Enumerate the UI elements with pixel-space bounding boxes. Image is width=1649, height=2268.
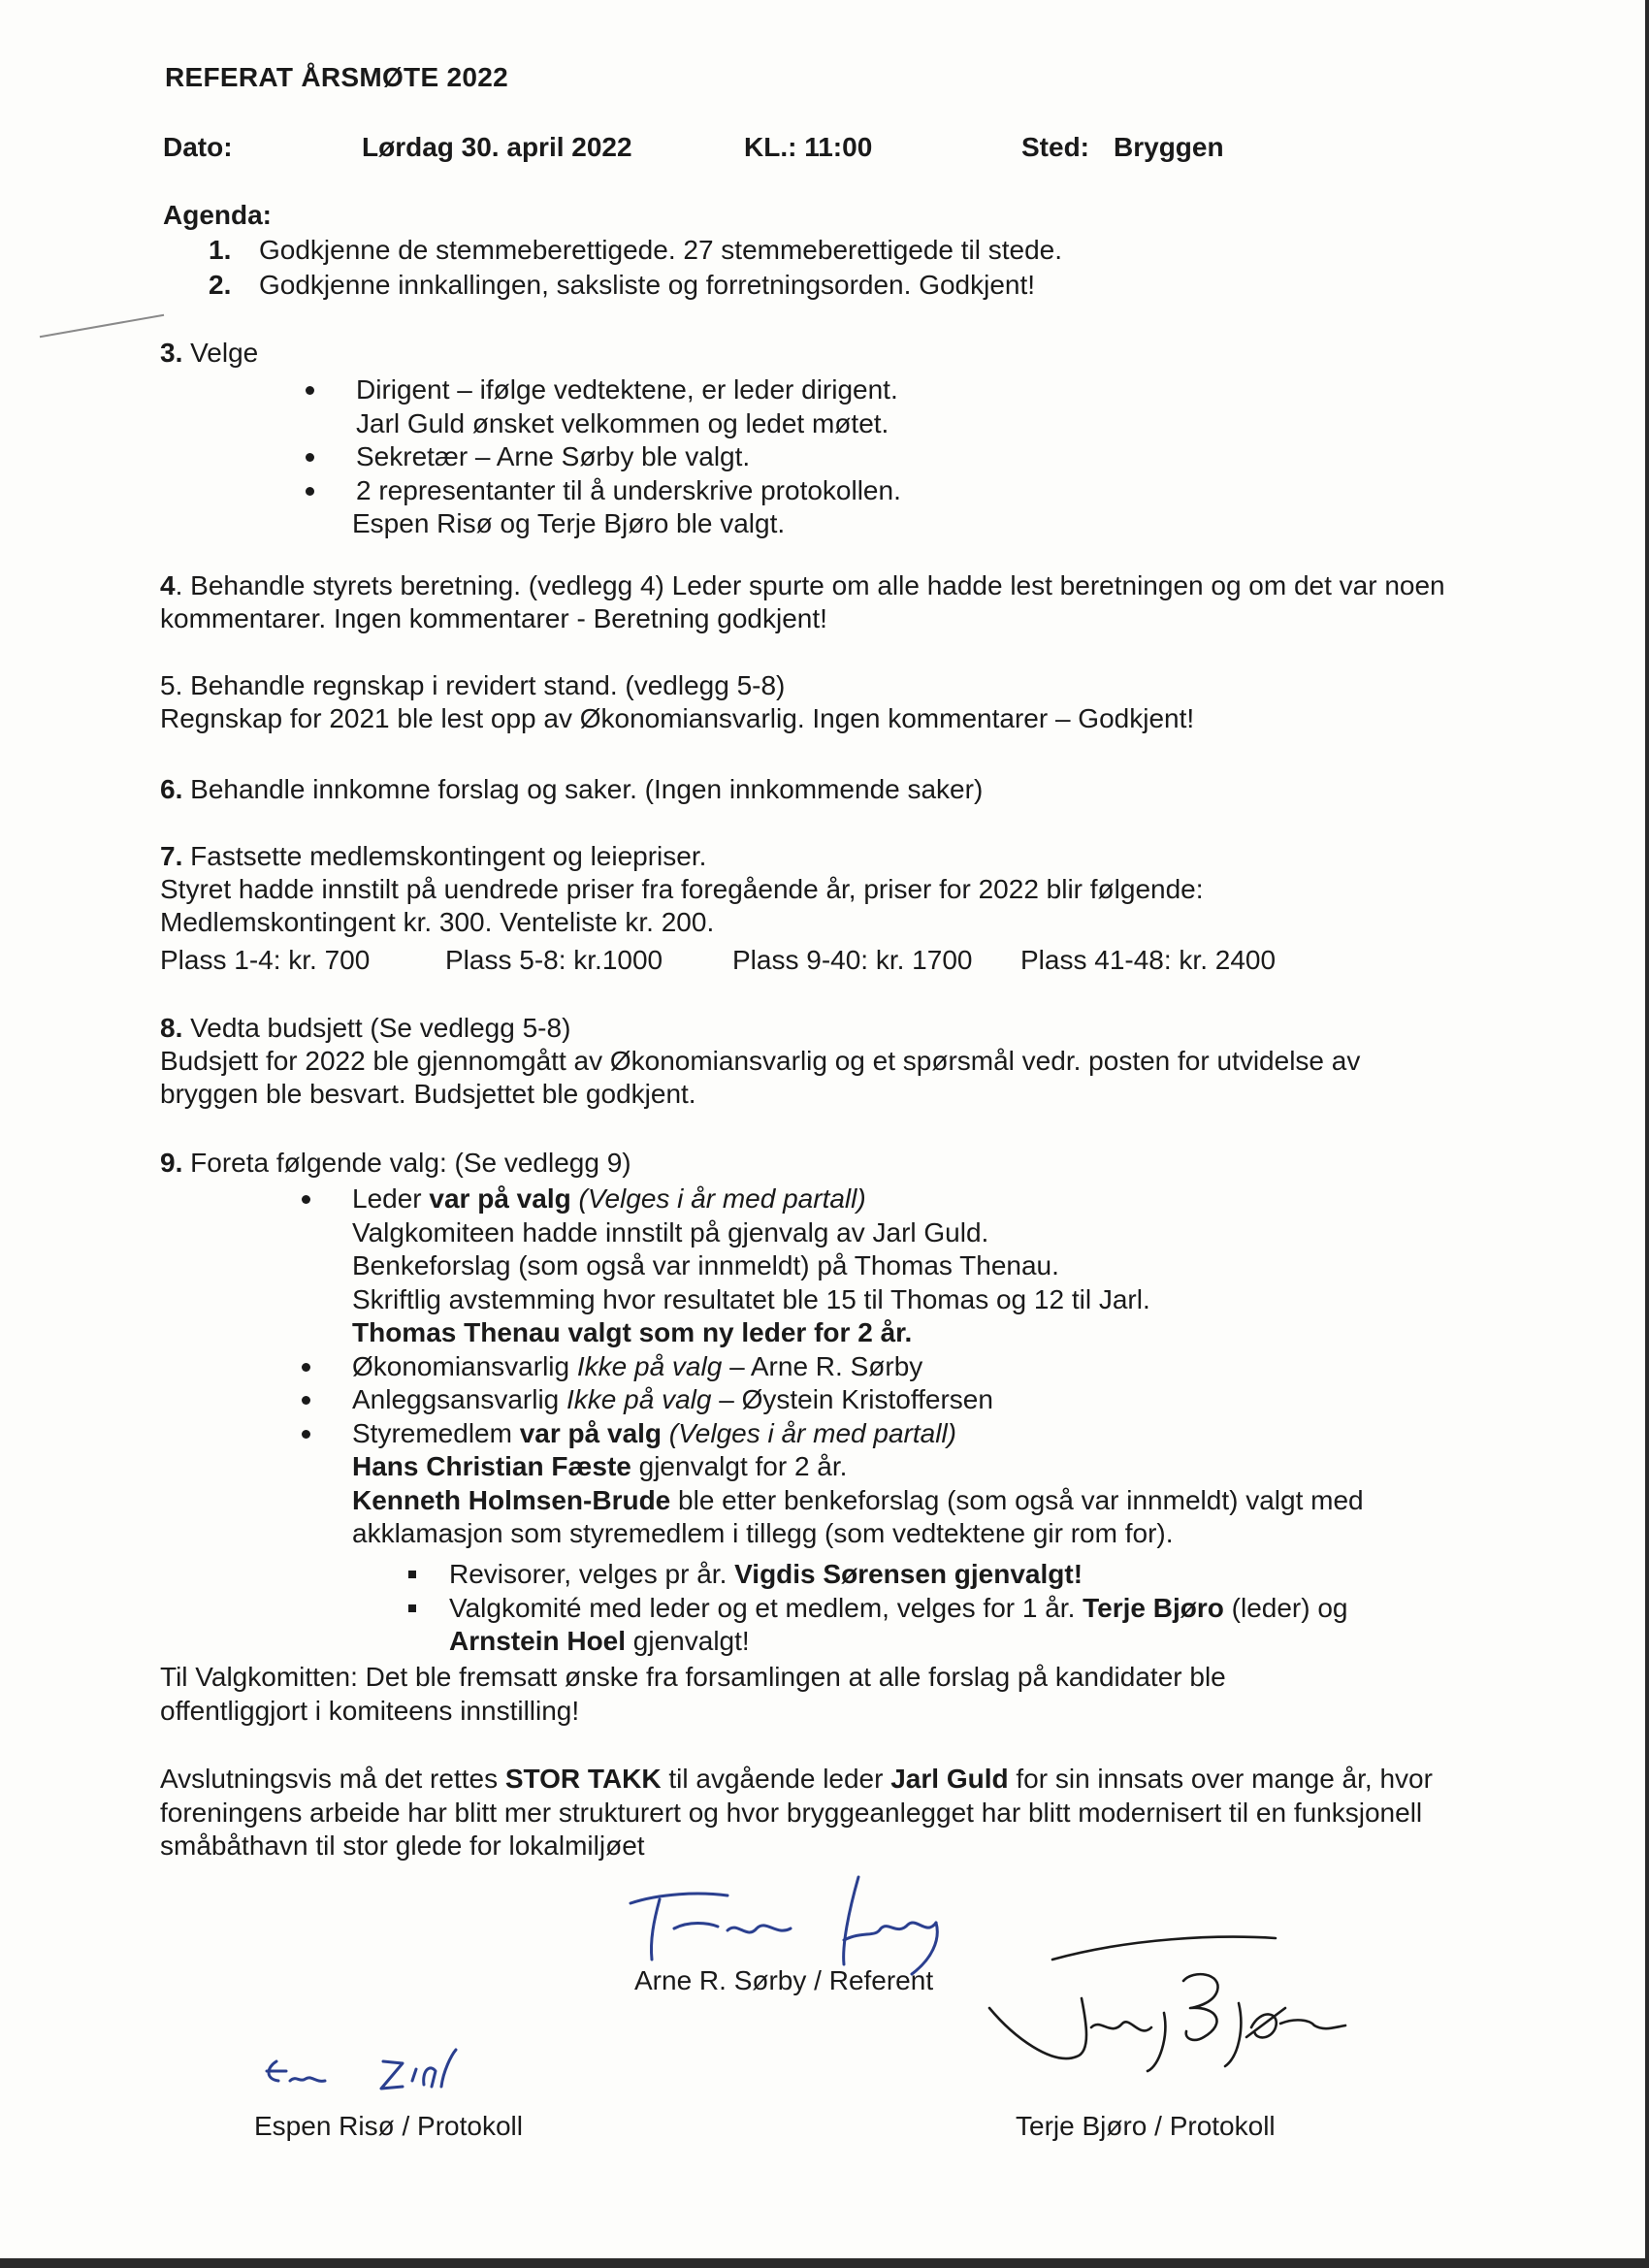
list-item-emphasis: Arnstein Hoel [449, 1626, 627, 1656]
scan-mark [40, 314, 164, 339]
agenda-item-number: 1. [209, 235, 232, 265]
list-item [352, 1216, 1364, 1250]
list-item [352, 1183, 1364, 1216]
section-9-heading [160, 1148, 631, 1179]
closing-emphasis: STOR TAKK [504, 1764, 662, 1794]
list-item [356, 440, 901, 474]
square-bullet [408, 1604, 416, 1612]
closing-text: Avslutningsvis må det rettes [160, 1764, 505, 1794]
price-1: Plass 1-4: kr. 700 [160, 945, 371, 975]
list-item-text: Jarl Guld ønsket velkommen og ledet møtet. [356, 407, 889, 438]
list-item-text: Skriftlig avstemming hvor resultatet ble 15 til Thomas og 12 til Jarl. [352, 1283, 1150, 1314]
section-number: 9. [160, 1148, 183, 1178]
list-item-emphasis: Vigdis Sørensen gjenvalgt! [734, 1559, 1083, 1589]
section-heading: Fastsette medlemskontingent og leiepriser. [182, 841, 707, 871]
signature-name-referent: Arne R. Sørby / Referent [634, 1965, 934, 1995]
section-3-heading [160, 338, 258, 369]
closing-emphasis: Jarl Guld [890, 1764, 1009, 1794]
agenda-item-text: Godkjenne innkallingen, saksliste og forretningsorden. Godkjent! [259, 270, 1036, 300]
agenda-item-2 [209, 270, 1035, 301]
list-item-text: akklamasjon som styremedlem i tillegg (som vedtektene gir rom for). [352, 1518, 1174, 1548]
section-text: . Behandle styrets beretning. (vedlegg 4) Leder spurte om alle hadde lest beretningen og om det var noen kommentarer. [160, 570, 1445, 633]
section-text: Budsjett for 2022 ble gjennomgått av Økonomiansvarlig og et spørsmål vedr. posten for utvidelse av bryggen ble besvart. Budsjettet ble godkjent. [160, 1046, 1361, 1109]
list-item [352, 1316, 1364, 1350]
list-item-emphasis: Hans Christian Fæste [352, 1451, 631, 1481]
agenda-label: Agenda: [163, 200, 272, 230]
list-item-text: ble etter benkeforslag (som også var innmeldt) valgt med [670, 1484, 1364, 1515]
list-item-text: Styremedlem [352, 1417, 520, 1448]
section-number: 4 [160, 570, 176, 600]
list-item-text: – Øystein Kristoffersen [711, 1384, 993, 1414]
list-item [352, 1383, 1364, 1417]
section-heading: 5. Behandle regnskap i revidert stand. (vedlegg 5-8) [160, 670, 786, 700]
square-bullet [408, 1571, 416, 1578]
list-item [352, 1249, 1364, 1283]
valgkomite-note [160, 1661, 1479, 1728]
section-4 [160, 569, 1460, 635]
signature-protokoll-2 [985, 1930, 1411, 2076]
list-item-emphasis: Thomas Thenau valgt som ny leder for 2 år. [352, 1317, 913, 1347]
section-text-emphasis: Ingen kommentarer - Beretning godkjent! [333, 603, 827, 633]
list-item-text: Dirigent – ifølge vedtektene, er leder dirigent. [356, 374, 898, 405]
agenda-item-1 [209, 235, 1062, 266]
section-number: 8. [160, 1013, 183, 1043]
list-item [352, 1350, 1364, 1384]
bullet [306, 487, 314, 496]
list-item-note: (Velges i år med partall) [570, 1183, 866, 1214]
section-8 [160, 1012, 1465, 1111]
scan-edge-bottom [0, 2258, 1649, 2268]
agenda-item-number: 2. [209, 270, 232, 300]
section-text: Medlemskontingent kr. 300. Venteliste kr. 200. [160, 907, 715, 937]
list-item [352, 1484, 1364, 1518]
price-4: Plass 41-48: kr. 2400 [1020, 945, 1277, 975]
list-item [352, 1283, 1364, 1317]
date-value: Lørdag 30. april 2022 [362, 132, 632, 162]
list-item-text: gjenvalgt for 2 år. [630, 1451, 848, 1481]
bullet [306, 453, 314, 462]
signature-name-protokoll-1: Espen Risø / Protokoll [254, 2111, 523, 2141]
list-item-text: Sekretær – Arne Sørby ble valgt. [356, 441, 751, 471]
bullet [306, 386, 314, 395]
list-item-note: Ikke på valg [576, 1350, 723, 1381]
list-item-text: Revisorer, velges pr år. [449, 1559, 735, 1589]
list-item-text: Benkeforslag (som også var innmeldt) på Thomas Thenau. [352, 1250, 1059, 1280]
date-label: Dato: [163, 132, 233, 162]
signature-name-protokoll-2: Terje Bjøro / Protokoll [1016, 2111, 1276, 2141]
list-item-text: 2 representanter til å underskrive protokollen. [356, 474, 901, 505]
list-item-note: Ikke på valg [566, 1384, 712, 1414]
list-item-text: Anleggsansvarlig [352, 1384, 567, 1414]
list-item [356, 373, 901, 407]
list-item-emphasis: var på valg [519, 1417, 663, 1448]
section-3-list [352, 373, 901, 541]
place-label: Sted: [1021, 132, 1089, 162]
price-3: Plass 9-40: kr. 1700 [732, 945, 973, 975]
section-number: 3. [160, 338, 183, 368]
list-item-text: Valgkomité med leder og et medlem, velges for 1 år. [449, 1592, 1083, 1623]
list-item [352, 1417, 1364, 1451]
list-item [352, 507, 901, 541]
closing-text: for sin innsats over mange år, hvor foreningens arbeide har blitt mer strukturert og hvor bryggeanlegget har blitt modernisert til en funksjonell småbåthavn til stor glede for lokalmiljøet [160, 1764, 1433, 1861]
agenda-item-text: Godkjenne de stemmeberettigede. 27 stemmeberettigede til stede. [259, 235, 1063, 265]
bullet [302, 1363, 310, 1372]
section-number: 6. [160, 774, 183, 804]
section-number: 7. [160, 841, 183, 871]
section-7 [160, 840, 1479, 939]
list-item-text: Valgkomiteen hadde innstilt på gjenvalg av Jarl Guld. [352, 1216, 989, 1247]
signature-protokoll-1 [257, 2042, 490, 2110]
list-item-emphasis: var på valg [429, 1183, 571, 1214]
sublist-item [449, 1592, 1348, 1626]
closing-text: til avgående leder [661, 1764, 891, 1794]
list-item-text: – Arne R. Sørby [722, 1350, 923, 1381]
list-item [356, 407, 901, 441]
time-value: KL.: 11:00 [744, 132, 873, 162]
section-6 [160, 773, 1479, 806]
document-title: REFERAT ÅRSMØTE 2022 [165, 62, 508, 92]
section-9-list [352, 1183, 1364, 1551]
list-item [356, 474, 901, 508]
section-heading: Velge [190, 338, 259, 368]
note-text: Til Valgkomitten: Det ble fremsatt ønske fra forsamlingen at alle forslag på kandidater ble [160, 1662, 1226, 1692]
bullet [302, 1396, 310, 1405]
bullet [302, 1430, 310, 1439]
section-text: Regnskap for 2021 ble lest opp av Økonomiansvarlig. Ingen kommentarer – Godkjent! [160, 703, 1195, 733]
section-9-sublist [449, 1558, 1348, 1659]
sublist-item [449, 1625, 1348, 1659]
bullet [302, 1195, 310, 1204]
list-item-emphasis: Terje Bjøro [1083, 1592, 1224, 1623]
closing-paragraph [160, 1763, 1465, 1863]
list-item-emphasis: Kenneth Holmsen-Brude [352, 1484, 671, 1515]
price-2: Plass 5-8: kr.1000 [445, 945, 663, 975]
section-5 [160, 669, 1479, 735]
place-value: Bryggen [1114, 132, 1224, 162]
list-item-note: (Velges i år med partall) [662, 1417, 956, 1448]
section-text: Behandle innkomne forslag og saker. (Ingen innkommende saker) [182, 774, 984, 804]
handwritten-signature [257, 2042, 490, 2110]
handwritten-signature [985, 1930, 1411, 2076]
section-heading: Vedta budsjett (Se vedlegg 5-8) [182, 1013, 571, 1043]
list-item-text: Leder [352, 1183, 430, 1214]
list-item-text: Espen Risø og Terje Bjøro ble valgt. [352, 508, 786, 538]
note-text: offentliggjort i komiteens innstilling! [160, 1695, 580, 1726]
sublist-item [449, 1558, 1348, 1592]
section-text: Styret hadde innstilt på uendrede priser fra foregående år, priser for 2022 blir følgende: [160, 874, 1204, 904]
list-item-text: (leder) og [1223, 1592, 1348, 1623]
section-heading: Foreta følgende valg: (Se vedlegg 9) [182, 1148, 631, 1178]
list-item [352, 1450, 1364, 1484]
list-item [352, 1517, 1364, 1551]
list-item-text: Økonomiansvarlig [352, 1350, 577, 1381]
list-item-text: gjenvalgt! [626, 1626, 750, 1656]
scan-edge-right [1645, 0, 1649, 2268]
